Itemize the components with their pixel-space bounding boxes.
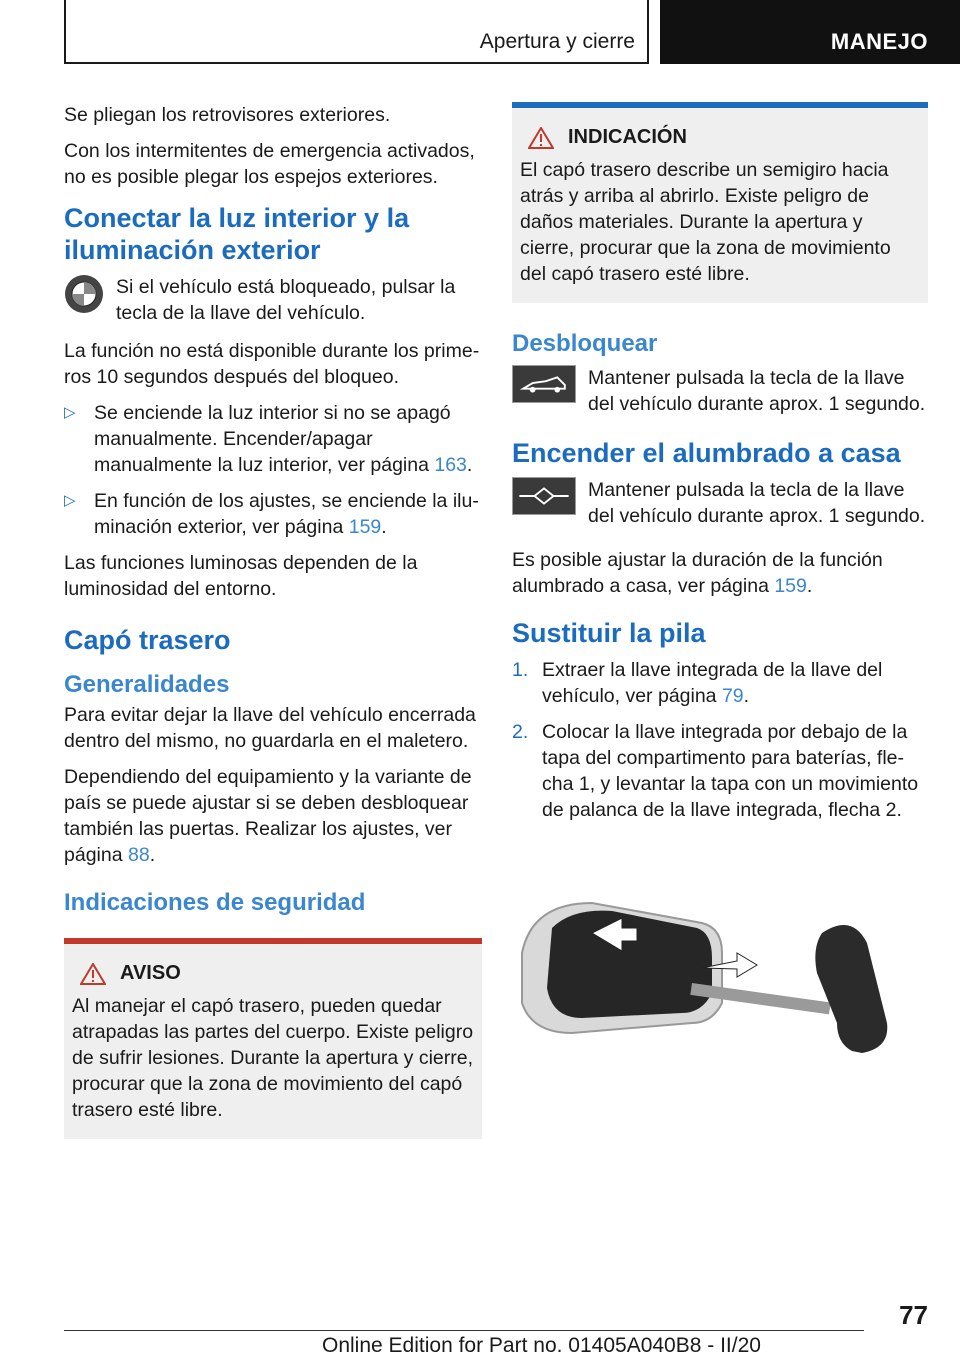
heading-luz-interior: Conectar la luz interior y la iluminación exterior [64, 203, 410, 265]
heading-alumbrado: Encender el alumbrado a casa [512, 438, 901, 468]
heading-pila: Sustituir la pila [512, 618, 706, 648]
page-link[interactable]: 88 [127, 844, 150, 866]
page-link[interactable]: 79 [721, 685, 744, 707]
list-item-text: En función de los ajustes, se enciende la iluminación exterior, ver página [94, 490, 479, 538]
key-battery-figure [512, 873, 912, 1073]
key-button-instruction [512, 477, 928, 529]
footer-divider [64, 1330, 864, 1331]
heading-seguridad: Indicaciones de seguridad [64, 889, 366, 916]
warning-text: Al manejar el capó trasero, pueden quedar atrapadas las partes del cuerpo. Existe peligro de sufrir lesiones. Durante la apertura y cierre, procurar que la zona de movimiento del capó trasero esté libre. [72, 995, 474, 1121]
warning-triangle-icon [528, 127, 554, 149]
step-number: 1. [512, 659, 529, 681]
notice-box [512, 102, 928, 303]
paragraph: Las funciones luminosas dependen de la luminosidad del entorno. [64, 552, 418, 600]
instruction-text: Si el vehículo está bloqueado, pulsar la tecla de la llave del vehículo. [116, 276, 456, 324]
list-item-text: Se enciende la luz interior si no se apagó manualmente. Encender/apagar manualmente la luz interior, ver página [94, 402, 451, 476]
key-button-instruction [64, 274, 482, 326]
page-number: 77 [899, 1300, 928, 1330]
list-item-text: Colocar la llave integrada por debajo de la tapa del compartimento para baterías, flecha 1, y levantar la tapa con un movimiento de palanca de la llave integrada, flecha 2. [542, 721, 919, 821]
triangle-bullet-icon: ▷ [64, 404, 76, 421]
page-link[interactable]: 159 [774, 575, 807, 597]
trunk-open-icon [512, 365, 576, 403]
footer-edition: Online Edition for Part no. 01405A040B8 - II/20 [322, 1334, 761, 1357]
paragraph: Con los intermitentes de emergencia activados, no es posible plegar los espejos exteriores. [64, 140, 475, 188]
notice-title: INDICACIÓN [568, 126, 687, 148]
notice-text: El capó trasero describe un semigiro hacia atrás y arriba al abrirlo. Existe peligro de daños materiales. Durante la apertura y cierre, procurar que la zona de movimiento del capó trasero esté libre. [520, 159, 891, 285]
header-section-tab [660, 0, 960, 64]
paragraph: Dependiendo del equipamiento y la variante de país se puede ajustar si se deben desbloquear también las puertas. Realizar los ajustes, ver página 88. [64, 766, 472, 866]
key-button-instruction [512, 365, 928, 417]
heading-capo-trasero: Capó trasero [64, 625, 231, 655]
page-link[interactable]: 163 [434, 454, 467, 476]
chapter-title: Apertura y cierre [479, 30, 635, 53]
bmw-logo-icon [64, 274, 104, 314]
instruction-text: Mantener pulsada la tecla de la llave del vehículo durante aprox. 1 segundo. [588, 367, 926, 415]
paragraph: Para evitar dejar la llave del vehículo encerrada dentro del mismo, no guardarla en el maletero. [64, 704, 476, 752]
heading-desbloquear: Desbloquear [512, 330, 658, 357]
triangle-bullet-icon: ▷ [64, 492, 76, 509]
list-item: ▷ En función de los ajustes, se enciende la iluminación exterior, ver página 159. [64, 490, 479, 538]
warning-triangle-icon [80, 963, 106, 985]
paragraph: Es posible ajustar la duración de la función alumbrado a casa, ver página 159. [512, 549, 883, 597]
paragraph: Se pliegan los retrovisores exteriores. [64, 104, 391, 126]
section-label: MANEJO [830, 29, 928, 54]
list-item: 1. Extraer la llave integrada de la llave del vehículo, ver página 79. [512, 659, 883, 707]
instruction-text: Mantener pulsada la tecla de la llave del vehículo durante aprox. 1 segundo. [588, 479, 926, 527]
right-column [512, 102, 928, 1078]
header-left-box [64, 0, 649, 64]
page-link[interactable]: 159 [348, 516, 382, 538]
warning-title: AVISO [120, 962, 181, 984]
left-column [64, 102, 482, 1139]
heading-generalidades: Generalidades [64, 671, 230, 698]
list-item [512, 719, 928, 823]
warning-box [64, 938, 482, 1139]
list-item: ▷ Se enciende la luz interior si no se apagó manualmente. Encender/apagar manualmente la luz interior, ver página 163. [64, 402, 473, 476]
headlight-icon [512, 477, 576, 515]
paragraph: La función no está disponible durante los primeros 10 segundos después del bloqueo. [64, 340, 480, 388]
step-number: 2. [512, 721, 529, 743]
